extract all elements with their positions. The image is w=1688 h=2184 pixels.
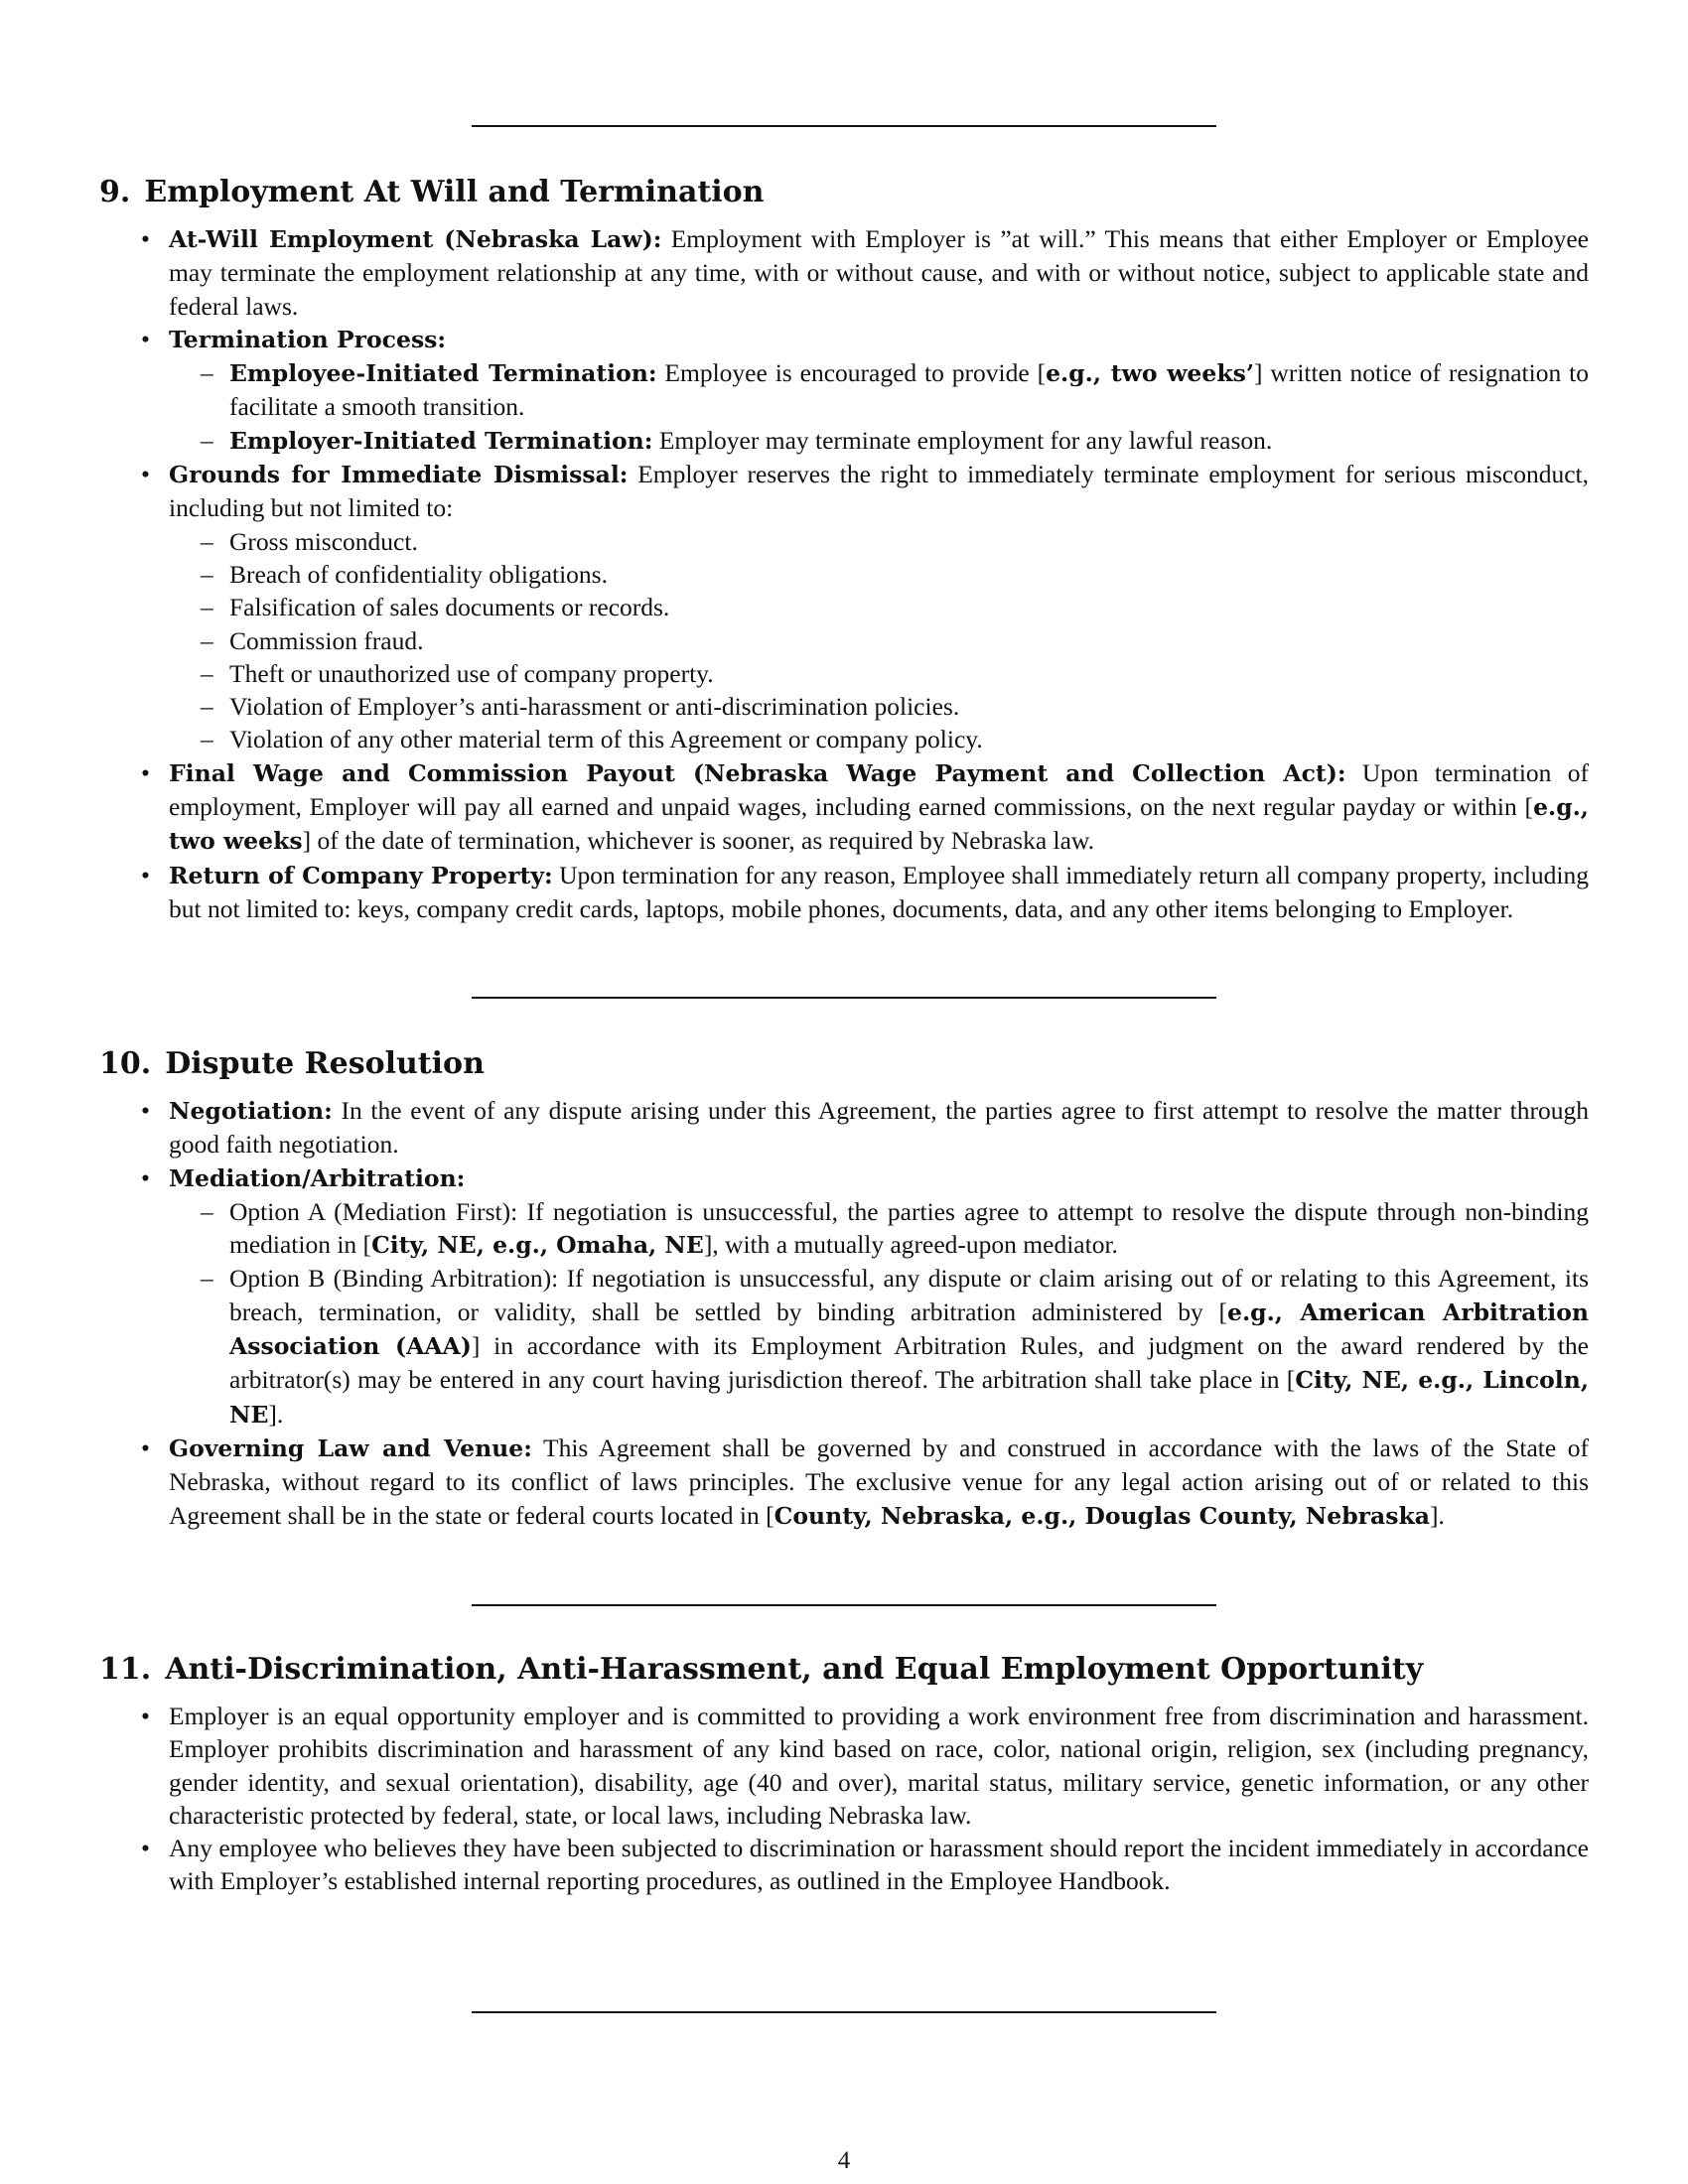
item-label: At-Will Employment (Nebraska Law): xyxy=(169,225,662,253)
placeholder-field: e.g., two weeks’ xyxy=(1046,359,1255,388)
list-item xyxy=(169,1161,1589,1432)
sub-list-item: – Employer-Initiated Termination: Employer may terminate employment for any lawful reason. xyxy=(229,424,1589,458)
section-title: Dispute Resolution xyxy=(165,1046,485,1081)
placeholder-field: City, NE, e.g., Lincoln, NE xyxy=(229,1366,1589,1429)
sub-list-item: – Violation of any other material term of this Agreement or company policy. xyxy=(229,723,1589,755)
sub-list-item: – Commission fraud. xyxy=(229,624,1589,657)
item-label: Governing Law and Venue: xyxy=(169,1433,532,1462)
list-item: • Any employee who believes they have been subjected to discrimination or harassment should report the incident immediately in accordance with Employer’s established internal reporting procedures, as outlined in the Employee Handbook. xyxy=(169,1832,1589,1898)
item-label: Employee-Initiated Termination: xyxy=(229,359,657,388)
sub-list-item: – Violation of Employer’s anti-harassment or anti-discrimination policies. xyxy=(229,690,1589,723)
sub-list-item: – Option A (Mediation First): If negotiation is unsuccessful, the parties agree to attempt to resolve the dispute through non-binding mediation in [City, NE, e.g., Omaha, NE], with a mutually agreed-upon mediator. xyxy=(229,1195,1589,1263)
placeholder-field: e.g., two weeks xyxy=(169,793,1589,856)
sub-list-item: – Option B (Binding Arbitration): If negotiation is unsuccessful, any dispute or claim arising out of or relating to this Agreement, its breach, termination, or validity, shall be settled by binding arbitration administered by [e.g., American Arbitration Association (AAA)] in accordance with its Employment Arbitration Rules, and judgment on the award rendered by the arbitrator(s) may be entered in any court having jurisdiction thereof. The arbitration shall take place in [City, NE, e.g., Lincoln, NE]. xyxy=(229,1262,1589,1431)
section-divider xyxy=(472,2011,1216,2013)
sub-list-item: – Theft or unauthorized use of company property. xyxy=(229,657,1589,690)
placeholder-field: e.g., American Arbitration Association (AAA) xyxy=(229,1297,1589,1361)
section-divider xyxy=(472,125,1216,127)
list-item: • At-Will Employment (Nebraska Law): Employment with Employer is ”at will.” This means that either Employer or Employee may terminate the employment relationship at any time, with or without cause, and with or without notice, subject to applicable state and federal laws. xyxy=(169,222,1589,323)
list-item: • Governing Law and Venue: This Agreement shall be governed by and construed in accordance with the laws of the State of Nebraska, without regard to its conflict of laws principles. The exclusive venue for any legal action arising out of or related to this Agreement shall be in the state or federal courts located in [County, Nebraska, e.g., Douglas County, Nebraska]. xyxy=(169,1432,1589,1533)
list-item: • Return of Company Property: Upon termination for any reason, Employee shall immediately return all company property, including but not limited to: keys, company credit cards, laptops, mobile phones, documents, data, and any other items belonging to Employer. xyxy=(169,859,1589,926)
section-title: Employment At Will and Termination xyxy=(144,175,765,209)
section-divider xyxy=(472,1604,1216,1606)
list-item: • Grounds for Immediate Dismissal: Employer reserves the right to immediately terminate employment for serious misconduct, including but not limited to: – Gross misconduct. – Breach of confidentiality obligations. – Falsification of sales documents or records. – Commission fraud. – Theft or unauthorized use of company property. – Violation of Employer’s anti-harassment or anti-discrimination policies. – Violation of any other material term of this Agreement or company policy. xyxy=(169,458,1589,756)
sub-list-item: – Gross misconduct. xyxy=(229,525,1589,558)
placeholder-field: County, Nebraska, e.g., Douglas County, Nebraska xyxy=(774,1501,1431,1530)
sub-list-item: – Employee-Initiated Termination: Employee is encouraged to provide [e.g., two weeks’] written notice of resignation to facilitate a smooth transition. xyxy=(229,356,1589,424)
section-heading: 9. Employment At Will and Termination xyxy=(99,175,765,209)
page-number: 4 xyxy=(837,2147,851,2174)
section-9 xyxy=(99,173,1589,925)
list-item: • Employer is an equal opportunity employer and is committed to providing a work environment free from discrimination and harassment. Employer prohibits discrimination and harassment of any kind based on race, color, national origin, religion, sex (including pregnancy, gender identity, and sexual orientation), disability, age (40 and over), marital status, military service, genetic information, or any other characteristic protected by federal, state, or local laws, including Nebraska law. xyxy=(169,1700,1589,1832)
section-heading: 10. Dispute Resolution xyxy=(99,1046,485,1081)
sub-list-item: – Falsification of sales documents or records. xyxy=(229,591,1589,623)
sub-list xyxy=(169,356,1589,458)
item-label: Mediation/Arbitration: xyxy=(169,1163,466,1192)
item-label: Grounds for Immediate Dismissal: xyxy=(169,461,629,489)
list-item: • Negotiation: In the event of any dispute arising under this Agreement, the parties agree to first attempt to resolve the matter through good faith negotiation. xyxy=(169,1094,1589,1161)
item-label: Termination Process: xyxy=(169,325,447,353)
section-10 xyxy=(99,1044,1589,1533)
bullet-list xyxy=(99,1094,1589,1533)
list-item: • Final Wage and Commission Payout (Nebraska Wage Payment and Collection Act): Upon termination of employment, Employer will pay all earned and unpaid wages, including earned commissions, on the next regular payday or within [e.g., two weeks] of the date of termination, whichever is sooner, as required by Nebraska law. xyxy=(169,756,1589,859)
sub-list xyxy=(169,1195,1589,1432)
section-divider xyxy=(472,997,1216,999)
list-item xyxy=(169,323,1589,458)
bullet-list xyxy=(99,222,1589,925)
item-label: Return of Company Property: xyxy=(169,861,553,889)
item-label: Employer-Initiated Termination: xyxy=(229,426,653,455)
section-title: Anti-Discrimination, Anti-Harassment, and Equal Employment Opportunity xyxy=(165,1652,1424,1687)
item-label: Final Wage and Commission Payout (Nebraska Wage Payment and Collection Act): xyxy=(169,758,1346,787)
sub-list-item: – Breach of confidentiality obligations. xyxy=(229,558,1589,591)
placeholder-field: City, NE, e.g., Omaha, NE xyxy=(371,1231,704,1260)
section-11 xyxy=(99,1650,1589,1898)
bullet-list xyxy=(99,1700,1589,1898)
section-heading: 11. Anti-Discrimination, Anti-Harassment, and Equal Employment Opportunity xyxy=(99,1652,1424,1687)
item-label: Negotiation: xyxy=(169,1097,333,1125)
sub-list xyxy=(169,525,1589,756)
